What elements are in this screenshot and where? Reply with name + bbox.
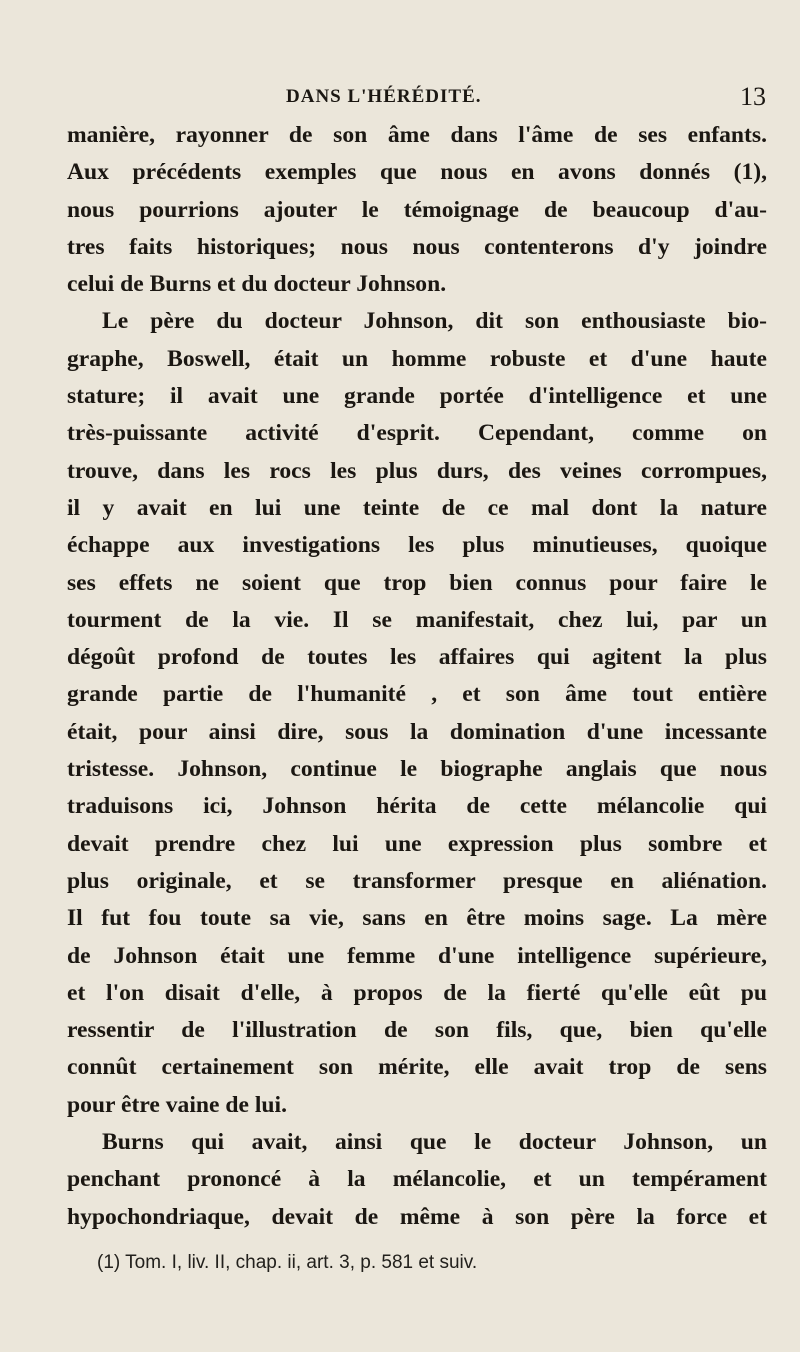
text-line: dégoût profond de toutes les affaires qui agitent la plus (67, 644, 767, 671)
text-line: penchant prononcé à la mélancolie, et un tempérament (67, 1166, 767, 1193)
text-line: Il fut fou toute sa vie, sans en être moins sage. La mère (67, 905, 767, 932)
text-line: traduisons ici, Johnson hérita de cette mélancolie qui (67, 793, 767, 820)
text-line: était, pour ainsi dire, sous la domination d'une incessante (67, 718, 767, 745)
text-line: stature; il avait une grande portée d'intelligence et une (67, 383, 767, 410)
running-title: DANS L'HÉRÉDITÉ. (286, 86, 482, 107)
text-line: trouve, dans les rocs les plus durs, des veines corrompues, (67, 457, 767, 484)
text-line: ressentir de l'illustration de son fils, que, bien qu'elle (67, 1017, 767, 1044)
text-line: hypochondriaque, devait de même à son père la force et (67, 1203, 767, 1230)
text-line: grande partie de l'humanité , et son âme tout entière (67, 681, 767, 708)
text-line: Le père du docteur Johnson, dit son enthousiaste bio- (102, 308, 767, 335)
text-line: plus originale, et se transformer presque en aliénation. (67, 867, 767, 894)
text-line: Aux précédents exemples que nous en avons donnés (1), (67, 159, 767, 186)
text-line: nous pourrions ajouter le témoignage de beaucoup d'au- (67, 196, 767, 223)
text-line: et l'on disait d'elle, à propos de la fierté qu'elle eût pu (67, 979, 767, 1006)
text-line: ses effets ne soient que trop bien connus pour faire le (67, 569, 767, 596)
text-line: très-puissante activité d'esprit. Cependant, comme on (67, 420, 767, 447)
text-line: de Johnson était une femme d'une intelligence supérieure, (67, 942, 767, 969)
text-line: tres faits historiques; nous nous contenterons d'y joindre (67, 233, 767, 260)
running-head (286, 82, 766, 112)
text-line: pour être vaine de lui. (67, 1091, 287, 1118)
text-line: Burns qui avait, ainsi que le docteur Johnson, un (102, 1129, 767, 1156)
text-line: tourment de la vie. Il se manifestait, chez lui, par un (67, 606, 767, 633)
text-line: celui de Burns et du docteur Johnson. (67, 271, 447, 298)
footnote: (1) Tom. I, liv. II, chap. ii, art. 3, p. 581 et suiv. (97, 1252, 478, 1273)
page-number: 13 (740, 82, 766, 111)
text-line: échappe aux investigations les plus minutieuses, quoique (67, 532, 767, 559)
text-line: il y avait en lui une teinte de ce mal dont la nature (67, 494, 767, 521)
text-line: graphe, Boswell, était un homme robuste et d'une haute (67, 345, 767, 372)
text-line: tristesse. Johnson, continue le biographe anglais que nous (67, 756, 767, 783)
text-line: devait prendre chez lui une expression plus sombre et (67, 830, 767, 857)
body-text (67, 117, 767, 1236)
text-line: connût certainement son mérite, elle avait trop de sens (67, 1054, 767, 1081)
text-line: manière, rayonner de son âme dans l'âme de ses enfants. (67, 122, 767, 148)
